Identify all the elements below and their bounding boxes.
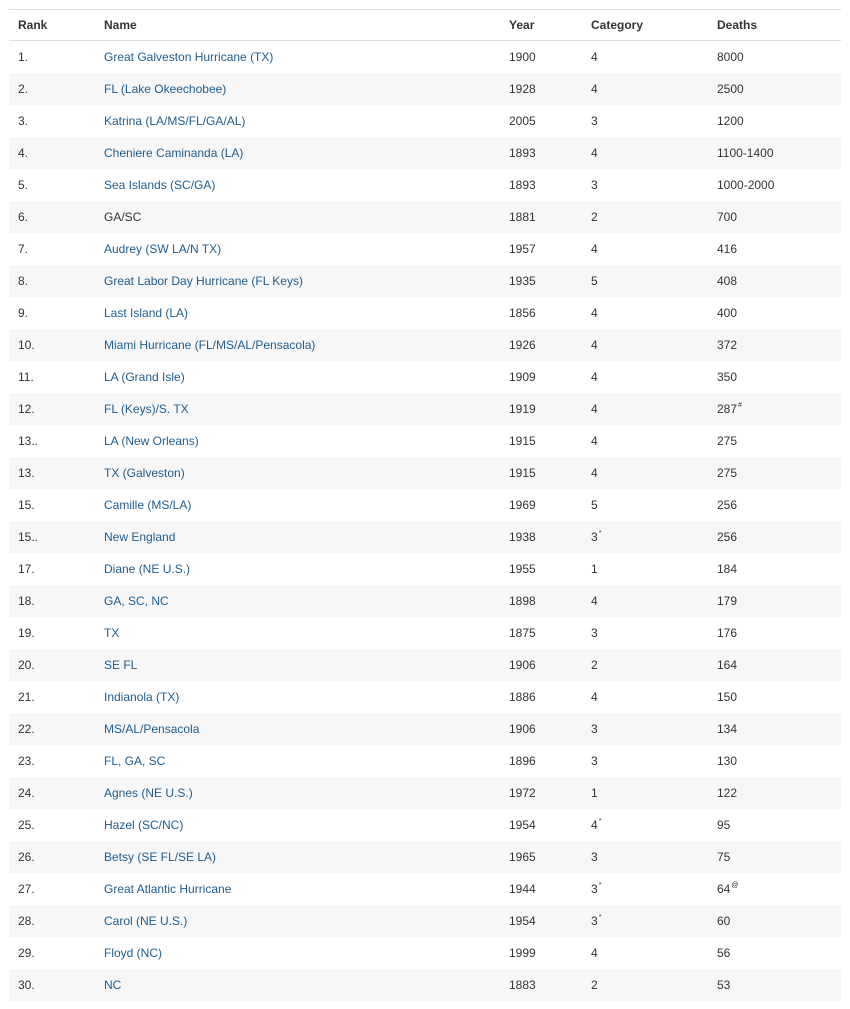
deaths-value: 60 xyxy=(717,914,731,928)
cell-category xyxy=(591,809,717,841)
deaths-footnote-mark: @ xyxy=(731,882,739,889)
cell-year: 1883 xyxy=(509,969,591,1001)
cell-rank: 3. xyxy=(18,114,29,128)
table-row xyxy=(9,169,841,201)
category-footnote-mark: * xyxy=(598,914,602,921)
hurricane-deaths-table xyxy=(9,9,841,1001)
cell-category xyxy=(591,425,717,457)
cell-rank: 28. xyxy=(9,905,104,937)
cell-year: 2005 xyxy=(509,114,536,128)
table-row xyxy=(9,777,841,809)
cell-year: 1909 xyxy=(509,370,536,384)
cell-category xyxy=(591,329,717,361)
cell-deaths xyxy=(717,265,841,297)
hurricane-name-link[interactable]: Audrey (SW LA/N TX) xyxy=(104,242,222,256)
table-row xyxy=(9,361,841,393)
table-body xyxy=(9,41,841,1002)
cell-deaths xyxy=(717,585,841,617)
cell-name xyxy=(104,137,509,169)
cell-deaths xyxy=(717,649,841,681)
cell-deaths xyxy=(717,329,841,361)
cell-year: 1915 xyxy=(509,434,536,448)
category-value: 4 xyxy=(591,82,598,96)
cell-year: 1919 xyxy=(509,393,591,425)
cell-deaths xyxy=(717,905,841,937)
table-row xyxy=(9,393,841,425)
cell-category xyxy=(591,233,717,265)
deaths-value: 56 xyxy=(717,946,731,960)
cell-rank: 7. xyxy=(18,242,29,256)
cell-name xyxy=(104,809,509,841)
cell-year: 1957 xyxy=(509,242,536,256)
deaths-value: 176 xyxy=(717,626,738,640)
cell-year: 1900 xyxy=(509,50,536,64)
cell-name xyxy=(104,969,509,1001)
cell-rank: 22. xyxy=(9,713,104,745)
cell-year: 1955 xyxy=(509,562,536,576)
cell-deaths xyxy=(717,73,841,105)
cell-category xyxy=(591,137,717,169)
cell-category xyxy=(591,649,717,681)
cell-name xyxy=(104,41,509,74)
deaths-value: 416 xyxy=(717,242,738,256)
cell-rank: 27. xyxy=(18,882,35,896)
cell-category xyxy=(591,713,717,745)
table-row xyxy=(9,73,841,105)
cell-rank: 26. xyxy=(9,841,104,873)
cell-rank: 30. xyxy=(9,969,104,1001)
cell-name xyxy=(104,745,509,777)
cell-year: 1926 xyxy=(509,329,591,361)
table-row xyxy=(9,585,841,617)
table-row xyxy=(9,713,841,745)
cell-category xyxy=(591,73,717,105)
cell-name xyxy=(104,713,509,745)
column-header-rank: Rank xyxy=(9,10,104,41)
cell-rank: 8. xyxy=(9,265,104,297)
table-row xyxy=(9,233,841,265)
deaths-value: 150 xyxy=(717,690,738,704)
cell-category xyxy=(591,457,717,489)
category-value: 3 xyxy=(591,754,598,768)
table-row xyxy=(9,41,841,74)
cell-year: 1965 xyxy=(509,841,591,873)
cell-name xyxy=(104,841,509,873)
cell-name xyxy=(104,937,509,969)
cell-deaths xyxy=(717,713,841,745)
cell-rank: 29. xyxy=(18,946,35,960)
table-row xyxy=(9,905,841,937)
cell-deaths xyxy=(717,41,841,74)
cell-year: 1898 xyxy=(509,585,591,617)
cell-name xyxy=(104,777,509,809)
deaths-value: 184 xyxy=(717,562,738,576)
category-value: 4 xyxy=(591,818,598,832)
deaths-value: 95 xyxy=(717,818,731,832)
category-value: 5 xyxy=(591,274,598,288)
category-value: 5 xyxy=(591,498,598,512)
deaths-value: 130 xyxy=(717,754,738,768)
deaths-value: 1000-2000 xyxy=(717,178,775,192)
cell-deaths xyxy=(717,393,841,425)
cell-deaths xyxy=(717,873,841,905)
cell-rank: 13. xyxy=(9,457,104,489)
cell-name xyxy=(104,905,509,937)
cell-rank: 23. xyxy=(18,754,35,768)
cell-deaths xyxy=(717,201,841,233)
table-row xyxy=(9,489,841,521)
deaths-value: 53 xyxy=(717,978,731,992)
cell-rank: 20. xyxy=(9,649,104,681)
cell-deaths xyxy=(717,105,841,137)
cell-rank: 17. xyxy=(18,562,35,576)
cell-name xyxy=(104,105,509,137)
cell-category xyxy=(591,585,717,617)
category-value: 2 xyxy=(591,658,598,672)
category-value: 2 xyxy=(591,210,598,224)
deaths-value: 1100-1400 xyxy=(717,146,774,160)
cell-deaths xyxy=(717,841,841,873)
cell-name xyxy=(104,169,509,201)
category-value: 4 xyxy=(591,370,598,384)
cell-name xyxy=(104,457,509,489)
category-value: 4 xyxy=(591,690,598,704)
cell-category xyxy=(591,873,717,905)
hurricane-name-text: GA/SC xyxy=(104,210,142,224)
category-value: 3 xyxy=(591,530,598,544)
deaths-value: 8000 xyxy=(717,50,744,64)
cell-year: 1944 xyxy=(509,882,536,896)
cell-name xyxy=(104,329,509,361)
cell-category xyxy=(591,489,717,521)
cell-deaths xyxy=(717,489,841,521)
cell-year: 1969 xyxy=(509,498,536,512)
hurricane-name-link[interactable]: Great Labor Day Hurricane (FL Keys) xyxy=(104,274,303,288)
deaths-value: 400 xyxy=(717,306,738,320)
cell-rank: 11. xyxy=(18,370,34,384)
cell-rank: 5. xyxy=(18,178,29,192)
cell-rank: 1. xyxy=(18,50,29,64)
hurricane-name-link[interactable]: Indianola (TX) xyxy=(104,690,180,704)
cell-name xyxy=(104,73,509,105)
cell-year: 1881 xyxy=(509,201,591,233)
hurricane-name-link[interactable]: Floyd (NC) xyxy=(104,946,163,960)
cell-rank: 13.. xyxy=(18,434,39,448)
hurricane-name-link[interactable]: Last Island (LA) xyxy=(104,306,189,320)
category-value: 3 xyxy=(591,178,598,192)
hurricane-name-link[interactable]: Cheniere Caminanda (LA) xyxy=(104,146,244,160)
cell-deaths xyxy=(717,745,841,777)
cell-year: 1954 xyxy=(509,818,536,832)
hurricane-name-link[interactable]: Katrina (LA/MS/FL/GA/AL) xyxy=(104,114,246,128)
table-row xyxy=(9,681,841,713)
cell-rank: 18. xyxy=(9,585,104,617)
hurricane-name-link[interactable]: Sea Islands (SC/GA) xyxy=(104,178,216,192)
category-value: 4 xyxy=(591,306,598,320)
category-value: 3 xyxy=(591,882,598,896)
deaths-value: 275 xyxy=(717,434,738,448)
category-value: 3 xyxy=(591,914,598,928)
hurricane-name-link[interactable]: Hazel (SC/NC) xyxy=(104,818,184,832)
cell-year: 1896 xyxy=(509,754,536,768)
deaths-value: 350 xyxy=(717,370,738,384)
cell-category xyxy=(591,105,717,137)
cell-deaths xyxy=(717,169,841,201)
cell-rank: 15.. xyxy=(9,521,104,553)
cell-category xyxy=(591,553,717,585)
cell-category xyxy=(591,393,717,425)
hurricane-name-link[interactable]: FL, GA, SC xyxy=(104,754,166,768)
cell-name xyxy=(104,681,509,713)
cell-name xyxy=(104,521,509,553)
category-value: 4 xyxy=(591,434,598,448)
deaths-value: 164 xyxy=(717,658,738,672)
table-row xyxy=(9,873,841,905)
table-row xyxy=(9,329,841,361)
category-value: 1 xyxy=(591,562,598,576)
cell-category xyxy=(591,777,717,809)
cell-deaths xyxy=(717,809,841,841)
cell-category xyxy=(591,361,717,393)
hurricane-name-link[interactable]: LA (New Orleans) xyxy=(104,434,199,448)
cell-year: 1906 xyxy=(509,713,591,745)
deaths-value: 256 xyxy=(717,530,738,544)
category-footnote-mark: * xyxy=(598,882,602,889)
table-row xyxy=(9,425,841,457)
deaths-value: 2500 xyxy=(717,82,744,96)
cell-year: 1935 xyxy=(509,265,591,297)
cell-category xyxy=(591,201,717,233)
cell-deaths xyxy=(717,777,841,809)
hurricane-name-link[interactable]: FL (Keys)/S. TX xyxy=(104,402,189,416)
hurricane-name-link[interactable]: Miami Hurricane (FL/MS/AL/Pensacola) xyxy=(104,338,316,352)
hurricane-name-link[interactable]: Great Atlantic Hurricane xyxy=(104,882,232,896)
hurricane-name-link[interactable]: Camille (MS/LA) xyxy=(104,498,192,512)
cell-year: 1938 xyxy=(509,521,591,553)
cell-category xyxy=(591,937,717,969)
category-value: 3 xyxy=(591,626,598,640)
hurricane-name-link[interactable]: GA, SC, NC xyxy=(104,594,169,608)
table-row xyxy=(9,969,841,1001)
table-row xyxy=(9,265,841,297)
category-value: 4 xyxy=(591,242,598,256)
cell-deaths xyxy=(717,937,841,969)
deaths-value: 64 xyxy=(717,882,731,896)
cell-deaths xyxy=(717,361,841,393)
cell-deaths xyxy=(717,553,841,585)
cell-rank: 6. xyxy=(9,201,104,233)
cell-name xyxy=(104,649,509,681)
category-value: 4 xyxy=(591,338,598,352)
hurricane-name-link[interactable]: MS/AL/Pensacola xyxy=(104,722,200,736)
cell-name xyxy=(104,297,509,329)
cell-category xyxy=(591,681,717,713)
table-row xyxy=(9,617,841,649)
deaths-value: 372 xyxy=(717,338,738,352)
deaths-value: 256 xyxy=(717,498,738,512)
cell-category xyxy=(591,745,717,777)
column-header-deaths: Deaths xyxy=(717,10,841,41)
cell-name xyxy=(104,873,509,905)
hurricane-name-link[interactable]: SE FL xyxy=(104,658,138,672)
hurricane-name-link[interactable]: Betsy (SE FL/SE LA) xyxy=(104,850,217,864)
table-row xyxy=(9,297,841,329)
cell-category xyxy=(591,41,717,74)
cell-name xyxy=(104,617,509,649)
category-value: 3 xyxy=(591,722,598,736)
cell-rank: 2. xyxy=(9,73,104,105)
cell-category xyxy=(591,969,717,1001)
deaths-value: 1200 xyxy=(717,114,744,128)
hurricane-deaths-table-container xyxy=(9,9,841,1001)
cell-deaths xyxy=(717,969,841,1001)
deaths-value: 122 xyxy=(717,786,738,800)
cell-rank: 24. xyxy=(9,777,104,809)
table-row xyxy=(9,105,841,137)
table-row xyxy=(9,137,841,169)
table-row xyxy=(9,809,841,841)
cell-year: 1954 xyxy=(509,905,591,937)
cell-deaths xyxy=(717,521,841,553)
table-row xyxy=(9,649,841,681)
cell-category xyxy=(591,297,717,329)
cell-deaths xyxy=(717,617,841,649)
deaths-value: 75 xyxy=(717,850,731,864)
category-value: 4 xyxy=(591,946,598,960)
cell-rank: 4. xyxy=(9,137,104,169)
cell-category xyxy=(591,905,717,937)
hurricane-name-link[interactable]: LA (Grand Isle) xyxy=(104,370,185,384)
cell-deaths xyxy=(717,681,841,713)
cell-year: 1972 xyxy=(509,777,591,809)
cell-deaths xyxy=(717,457,841,489)
category-value: 4 xyxy=(591,402,598,416)
cell-year: 1893 xyxy=(509,178,536,192)
cell-rank: 15. xyxy=(18,498,35,512)
hurricane-name-link[interactable]: NC xyxy=(104,978,122,992)
cell-name xyxy=(104,361,509,393)
deaths-value: 275 xyxy=(717,466,738,480)
hurricane-name-link[interactable]: TX xyxy=(104,626,120,640)
table-row xyxy=(9,521,841,553)
hurricane-name-link[interactable]: TX (Galveston) xyxy=(104,466,185,480)
cell-year: 1875 xyxy=(509,626,536,640)
category-value: 4 xyxy=(591,50,598,64)
cell-category xyxy=(591,617,717,649)
cell-name xyxy=(104,393,509,425)
cell-rank: 25. xyxy=(18,818,35,832)
cell-year: 1906 xyxy=(509,649,591,681)
cell-category xyxy=(591,265,717,297)
table-row xyxy=(9,553,841,585)
cell-rank: 10. xyxy=(9,329,104,361)
table-row xyxy=(9,841,841,873)
category-value: 4 xyxy=(591,146,598,160)
category-value: 4 xyxy=(591,594,598,608)
cell-name xyxy=(104,585,509,617)
category-value: 3 xyxy=(591,850,598,864)
cell-category xyxy=(591,169,717,201)
table-row xyxy=(9,457,841,489)
cell-year: 1886 xyxy=(509,690,536,704)
column-header-year: Year xyxy=(509,10,591,41)
deaths-value: 700 xyxy=(717,210,738,224)
deaths-value: 408 xyxy=(717,274,738,288)
cell-deaths xyxy=(717,297,841,329)
cell-rank: 19. xyxy=(18,626,35,640)
hurricane-name-link[interactable]: FL (Lake Okeechobee) xyxy=(104,82,227,96)
category-value: 3 xyxy=(591,114,598,128)
column-header-category: Category xyxy=(591,10,717,41)
cell-category xyxy=(591,521,717,553)
deaths-value: 287 xyxy=(717,402,738,416)
cell-name xyxy=(104,201,509,233)
table-row xyxy=(9,745,841,777)
cell-name xyxy=(104,425,509,457)
cell-rank: 21. xyxy=(18,690,35,704)
hurricane-name-link[interactable]: Carol (NE U.S.) xyxy=(104,914,188,928)
hurricane-name-link[interactable]: Diane (NE U.S.) xyxy=(104,562,191,576)
cell-deaths xyxy=(717,137,841,169)
deaths-value: 179 xyxy=(717,594,738,608)
hurricane-name-link[interactable]: New England xyxy=(104,530,176,544)
cell-rank: 12. xyxy=(9,393,104,425)
cell-year: 1856 xyxy=(509,306,536,320)
table-header-row xyxy=(9,10,841,41)
cell-year: 1915 xyxy=(509,457,591,489)
deaths-footnote-mark: # xyxy=(738,402,742,409)
cell-name xyxy=(104,265,509,297)
deaths-value: 134 xyxy=(717,722,738,736)
cell-name xyxy=(104,553,509,585)
category-footnote-mark: * xyxy=(598,530,602,537)
cell-deaths xyxy=(717,233,841,265)
column-header-name: Name xyxy=(104,10,509,41)
cell-year: 1999 xyxy=(509,946,536,960)
cell-deaths xyxy=(717,425,841,457)
category-value: 1 xyxy=(591,786,598,800)
hurricane-name-link[interactable]: Great Galveston Hurricane (TX) xyxy=(104,50,274,64)
cell-category xyxy=(591,841,717,873)
category-footnote-mark: * xyxy=(598,818,602,825)
category-value: 2 xyxy=(591,978,598,992)
cell-name xyxy=(104,233,509,265)
cell-year: 1928 xyxy=(509,73,591,105)
category-value: 4 xyxy=(591,466,598,480)
cell-rank: 9. xyxy=(18,306,29,320)
cell-name xyxy=(104,489,509,521)
hurricane-name-link[interactable]: Agnes (NE U.S.) xyxy=(104,786,193,800)
table-row xyxy=(9,937,841,969)
table-row xyxy=(9,201,841,233)
cell-year: 1893 xyxy=(509,137,591,169)
